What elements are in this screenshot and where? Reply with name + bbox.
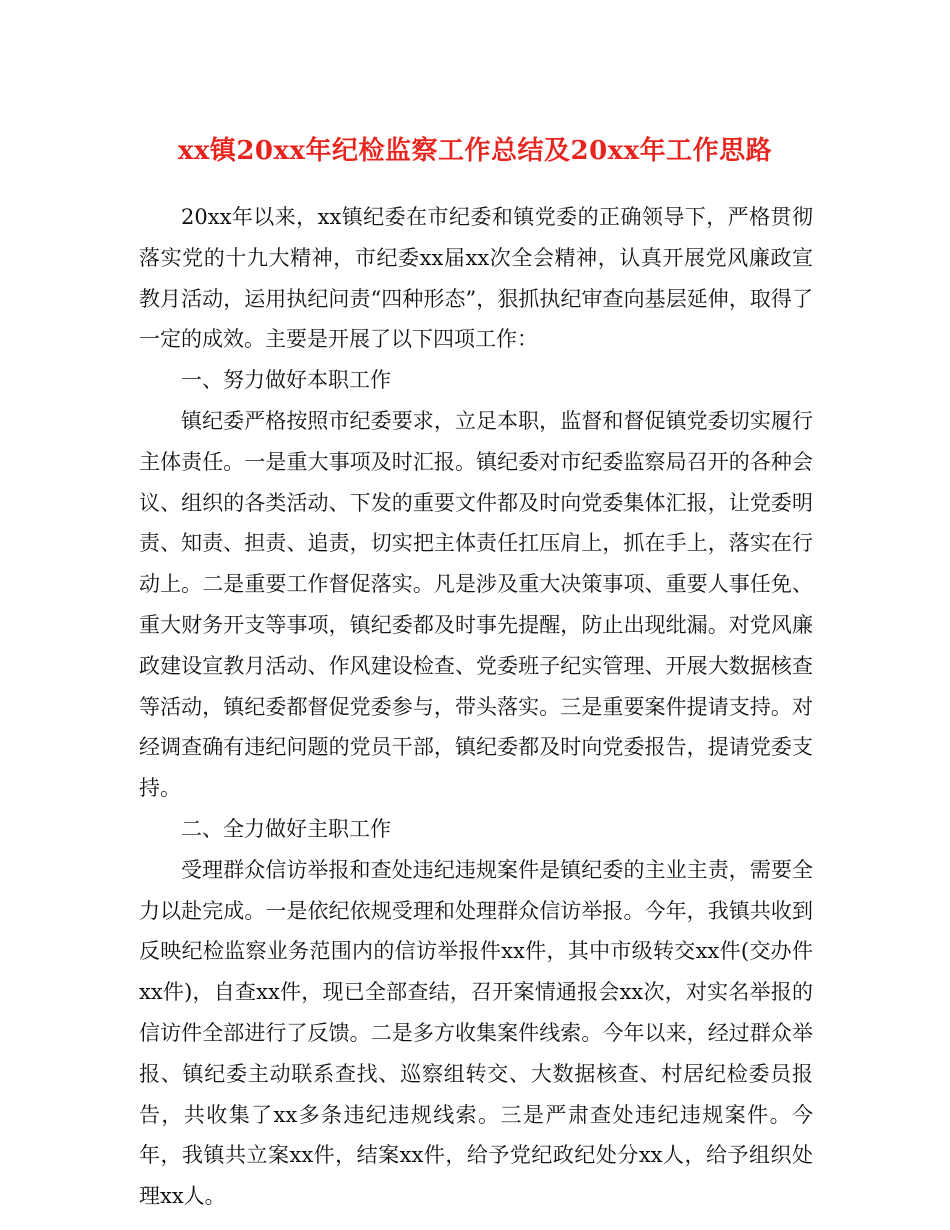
paragraph-section-2: 受理群众信访举报和查处违纪违规案件是镇纪委的主业主责，需要全力以赴完成。一是依纪依规受理和处理群众信访举报。今年，我镇共收到反映纪检监察业务范围内的信访举报件xx件，其中市级转交xx件(交办件xx件)，自查xx件，现已全部查结，召开案情通报会xx次，对实名举报的信访件全部进行了反馈。二是多方收集案件线索。今年以来，经过群众举报、镇纪委主动联系查找、巡察组转交、大数据核查、村居纪检委员报告，共收集了xx多条违纪违规线索。三是严肃查处违纪违规案件。今年，我镇共立案xx件，结案xx件，给予党纪政纪处分xx人，给予组织处理xx人。 — [139, 857, 813, 1209]
document-body — [139, 197, 813, 1217]
section-heading-2: 二、全力做好主职工作 — [181, 816, 391, 841]
section-heading-1: 一、努力做好本职工作 — [181, 368, 391, 393]
document-title: xx镇20xx年纪检监察工作总结及20xx年工作思路 — [177, 136, 773, 166]
paragraph-intro: 20xx年以来，xx镇纪委在市纪委和镇党委的正确领导下，严格贯彻落实党的十九大精神，市纪委xx届xx次全会精神，认真开展党风廉政宣教月活动，运用执纪问责“四种形态”，狠抓执纪审查向基层延伸，取得了一定的成效。主要是开展了以下四项工作： — [139, 205, 813, 352]
paragraph-section-1: 镇纪委严格按照市纪委要求，立足本职，监督和督促镇党委切实履行主体责任。一是重大事项及时汇报。镇纪委对市纪委监察局召开的各种会议、组织的各类活动、下发的重要文件都及时向党委集体汇报，让党委明责、知责、担责、追责，切实把主体责任扛压肩上，抓在手上，落实在行动上。二是重要工作督促落实。凡是涉及重大决策事项、重要人事任免、重大财务开支等事项，镇纪委都及时事先提醒，防止出现纰漏。对党风廉政建设宣教月活动、作风建设检查、党委班子纪实管理、开展大数据核查等活动，镇纪委都督促党委参与，带头落实。三是重要案件提请支持。对经调查确有违纪问题的党员干部，镇纪委都及时向党委报告，提请党委支持。 — [139, 408, 813, 801]
